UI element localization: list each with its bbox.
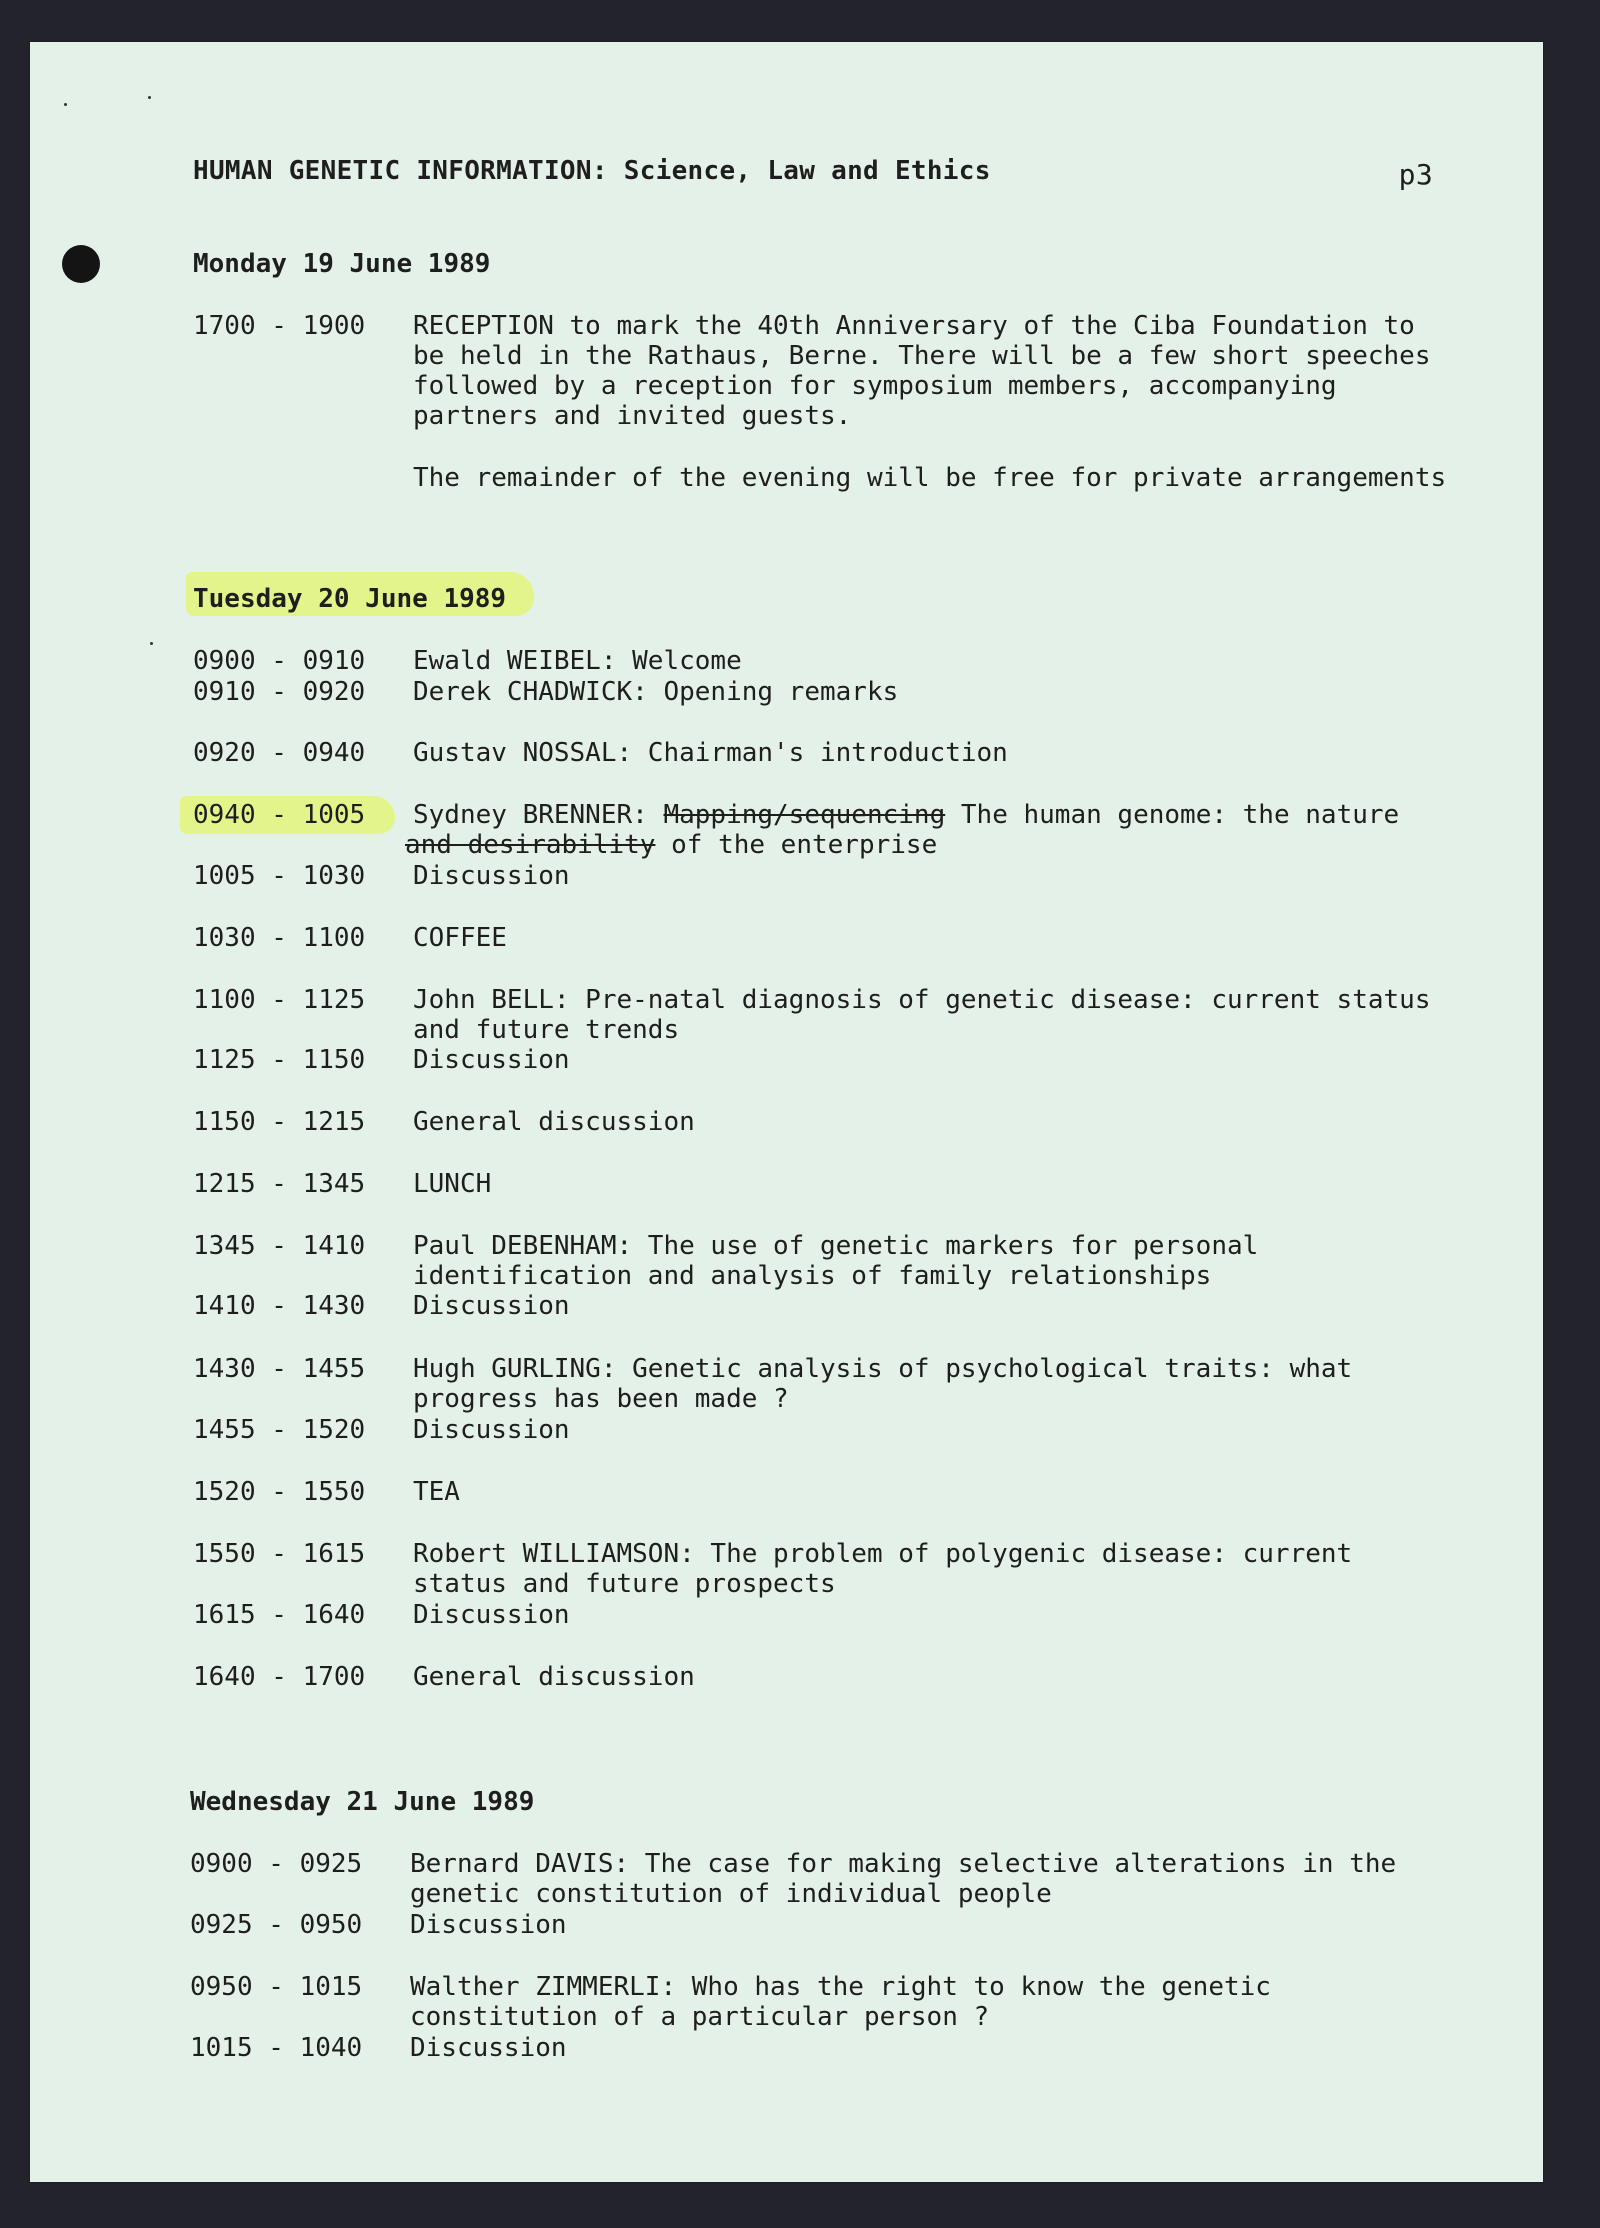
time-slot: 0925 - 0950	[190, 1910, 363, 1940]
time-slot: 1640 - 1700	[193, 1662, 366, 1692]
session-description: TEA	[413, 1477, 460, 1507]
session-description: Bernard DAVIS: The case for making selective alterations in the genetic constitution of individual people	[410, 1849, 1397, 1909]
session-description: Discussion	[413, 1045, 570, 1075]
time-slot: 1410 - 1430	[193, 1291, 366, 1321]
session-description: Gustav NOSSAL: Chairman's introduction	[413, 738, 1008, 768]
time-slot: 0940 - 1005	[193, 800, 366, 830]
session-description: Hugh GURLING: Genetic analysis of psychological traits: what progress has been made ?	[413, 1354, 1353, 1414]
time-slot: 1030 - 1100	[193, 923, 366, 953]
session-description: General discussion	[413, 1662, 695, 1692]
day-heading-tuesday: Tuesday 20 June 1989	[193, 584, 507, 614]
time-slot: 0900 - 0925	[190, 1849, 363, 1879]
session-description: John BELL: Pre-natal diagnosis of genetic disease: current status and future trends	[413, 985, 1431, 1045]
session-description: RECEPTION to mark the 40th Anniversary of the Ciba Foundation to be held in the Rathaus, Berne. There will be a few short speeches followed by a reception for symposium members, accompanying partners and invited guests.	[413, 311, 1431, 431]
session-description: Discussion	[410, 1910, 567, 1940]
session-description: Discussion	[413, 1600, 570, 1630]
session-description	[413, 800, 1433, 830]
day-heading-monday: Monday 19 June 1989	[193, 249, 491, 279]
time-slot: 1125 - 1150	[193, 1045, 366, 1075]
time-slot: 1100 - 1125	[193, 985, 366, 1015]
session-description: General discussion	[413, 1107, 695, 1137]
time-slot: 1550 - 1615	[193, 1539, 366, 1569]
time-slot: 1215 - 1345	[193, 1169, 366, 1199]
document-title: HUMAN GENETIC INFORMATION: Science, Law and Ethics	[193, 156, 991, 186]
day-heading-wednesday: Wednesday 21 June 1989	[190, 1787, 535, 1817]
speck	[148, 96, 151, 99]
time-slot: 1700 - 1900	[193, 311, 366, 341]
session-description: Discussion	[413, 861, 570, 891]
struck-text: Mapping/sequencing	[663, 800, 946, 830]
time-slot: 0920 - 0940	[193, 738, 366, 768]
time-slot: 0900 - 0910	[193, 646, 366, 676]
time-slot: 1520 - 1550	[193, 1477, 366, 1507]
page-number: p3	[1398, 158, 1433, 191]
time-slot: 1015 - 1040	[190, 2033, 363, 2063]
speck	[64, 103, 67, 106]
time-slot: 1455 - 1520	[193, 1415, 366, 1445]
session-description: Derek CHADWICK: Opening remarks	[413, 677, 899, 707]
session-description: Paul DEBENHAM: The use of genetic markers for personal identification and analysis of family relationships	[413, 1231, 1259, 1291]
session-description: Ewald WEIBEL: Welcome	[413, 646, 742, 676]
session-description: Discussion	[410, 2033, 567, 2063]
session-description: Discussion	[413, 1291, 570, 1321]
session-description: LUNCH	[413, 1169, 492, 1199]
session-description: Discussion	[413, 1415, 570, 1445]
time-slot: 1345 - 1410	[193, 1231, 366, 1261]
time-slot: 1430 - 1455	[193, 1354, 366, 1384]
title-text: The human genome: the nature	[960, 800, 1400, 830]
session-description: The remainder of the evening will be free for private arrangements	[413, 463, 1447, 493]
session-description: COFFEE	[413, 923, 507, 953]
session-description: Walther ZIMMERLI: Who has the right to know the genetic constitution of a particular person ?	[410, 1972, 1271, 2032]
punch-hole	[62, 245, 100, 283]
time-slot: 1005 - 1030	[193, 861, 366, 891]
speaker-name: Sydney BRENNER:	[413, 800, 648, 830]
speck	[150, 642, 153, 645]
time-slot: 0910 - 0920	[193, 677, 366, 707]
struck-text: and desirability	[405, 830, 656, 860]
time-slot: 0950 - 1015	[190, 1972, 363, 2002]
document-header	[193, 156, 1433, 191]
time-slot: 1150 - 1215	[193, 1107, 366, 1137]
session-description: Robert WILLIAMSON: The problem of polygenic disease: current status and future prospects	[413, 1539, 1353, 1599]
session-description	[405, 830, 1425, 860]
time-slot: 1615 - 1640	[193, 1600, 366, 1630]
title-text: of the enterprise	[671, 830, 938, 860]
